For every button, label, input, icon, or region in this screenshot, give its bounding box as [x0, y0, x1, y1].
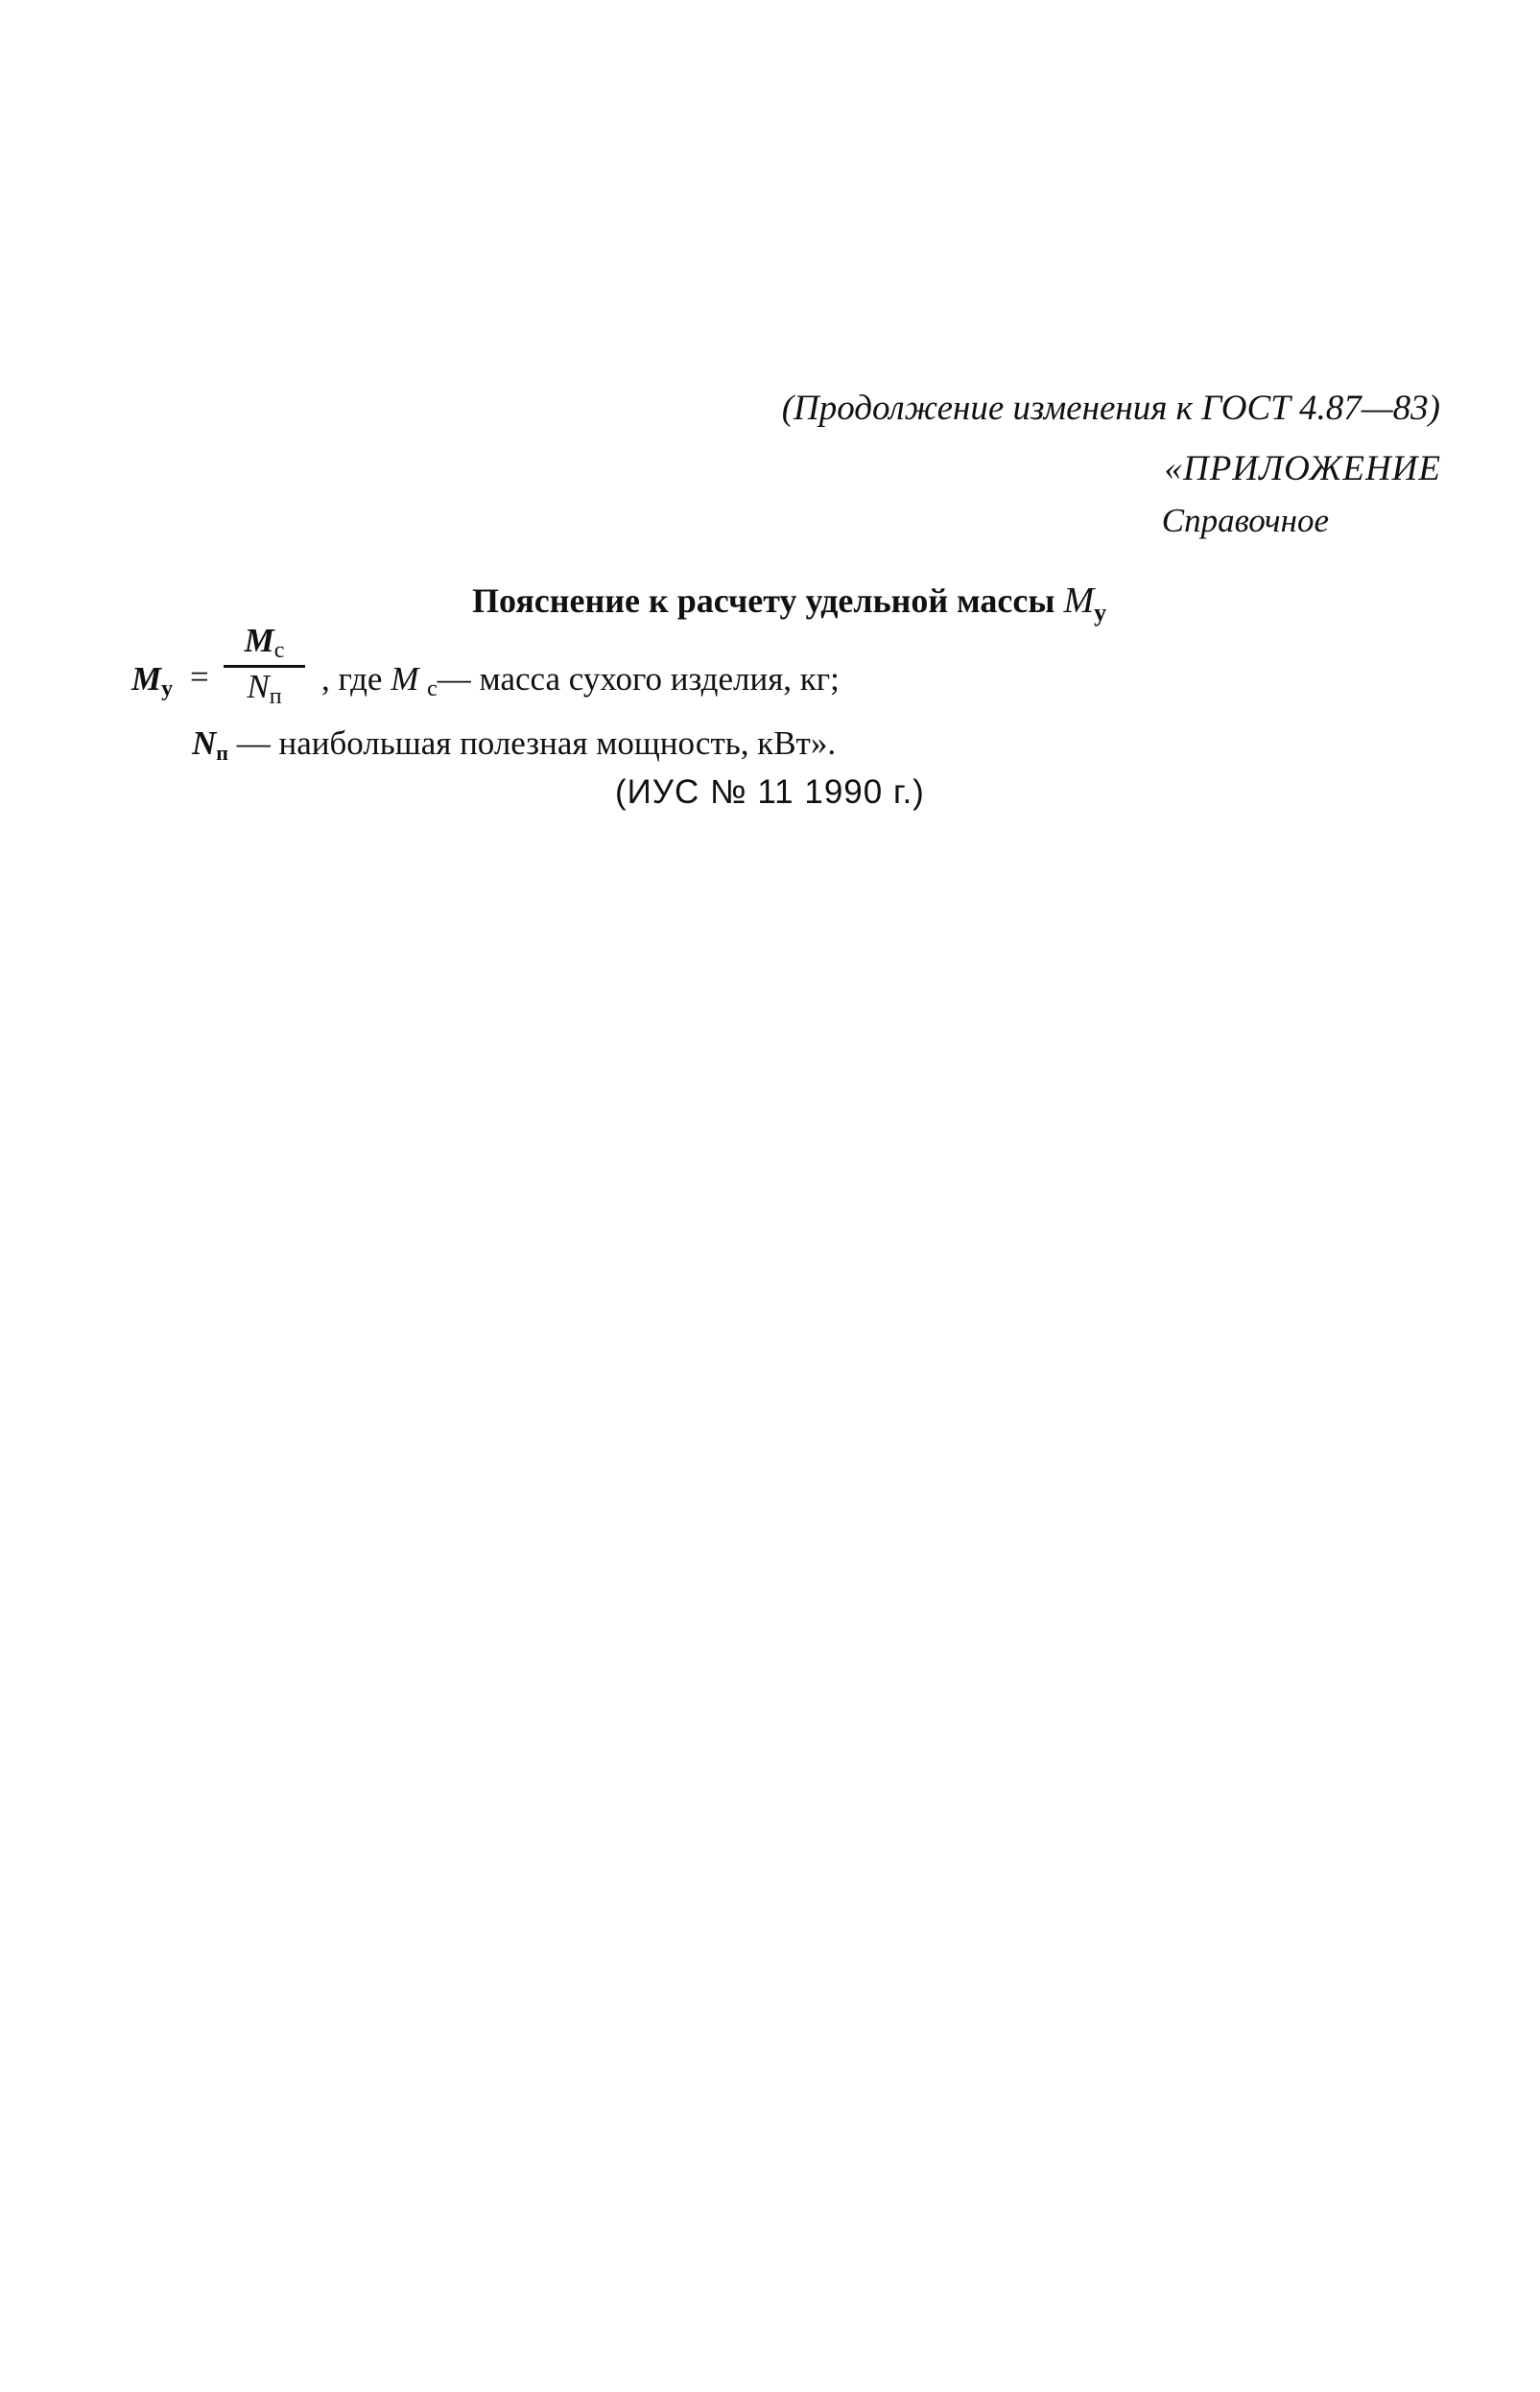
section-heading — [472, 580, 1106, 628]
formula-numerator: $M_с$ — [244, 622, 285, 663]
formula-denominator: $N_п$ — [247, 668, 282, 710]
formula-lhs: $M_у$ — [131, 660, 174, 701]
formula-fraction — [220, 624, 309, 709]
continuation-header: (Продолжение изменения к ГОСТ 4.87—83) — [781, 389, 1440, 428]
source-note: (ИУС № 11 1990 г.) — [615, 773, 925, 811]
appendix-type: Справочное — [1161, 502, 1329, 539]
formula-equals: = — [190, 658, 209, 696]
formula-where-clause: , где M $_с$— масса сухого изделия, кг; — [321, 660, 840, 701]
section-heading-text: Пояснение к расчету удельной массы — [472, 581, 1055, 620]
definition-power: $N_п$ — наибольшая полезная мощность, кВт». — [192, 724, 837, 765]
appendix-title: «ПРИЛОЖЕНИЕ — [1164, 449, 1441, 488]
heading-symbol: $M_у$ — [1063, 580, 1107, 627]
